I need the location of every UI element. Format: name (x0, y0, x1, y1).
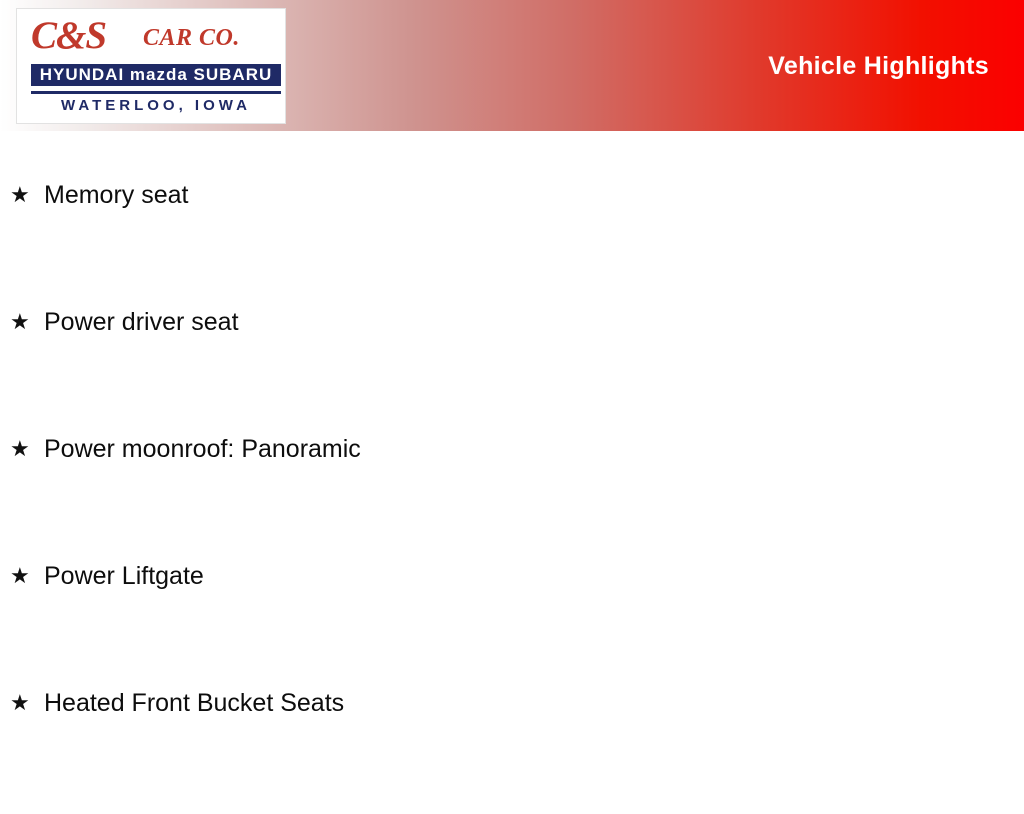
dealer-logo (16, 8, 286, 124)
star-icon: ★ (10, 690, 30, 715)
logo-brand-band: HYUNDAI mazda SUBARU (31, 64, 281, 86)
highlight-label: Power moonroof: Panoramic (44, 435, 361, 463)
logo-divider (31, 91, 281, 94)
logo-company-name: CAR CO. (143, 25, 240, 51)
page-title: Vehicle Highlights (768, 52, 989, 80)
list-item (0, 306, 1024, 433)
star-icon: ★ (10, 563, 30, 588)
list-item (0, 560, 1024, 687)
list-item (0, 131, 1024, 306)
vehicle-highlights-list (0, 131, 1024, 814)
highlight-label: Heated Front Bucket Seats (44, 689, 345, 717)
highlight-label: Power Liftgate (44, 562, 204, 590)
logo-city-label: WATERLOO, IOWA (61, 97, 251, 114)
star-icon: ★ (10, 436, 30, 461)
list-item (0, 433, 1024, 560)
star-icon: ★ (10, 182, 30, 207)
list-item (0, 687, 1024, 814)
highlight-label: Power driver seat (44, 308, 239, 336)
logo-wordmark (17, 14, 286, 62)
star-icon: ★ (10, 309, 30, 334)
page-header (0, 0, 1024, 131)
logo-brand-mark: C&S (31, 14, 107, 57)
highlight-label: Memory seat (44, 181, 189, 209)
